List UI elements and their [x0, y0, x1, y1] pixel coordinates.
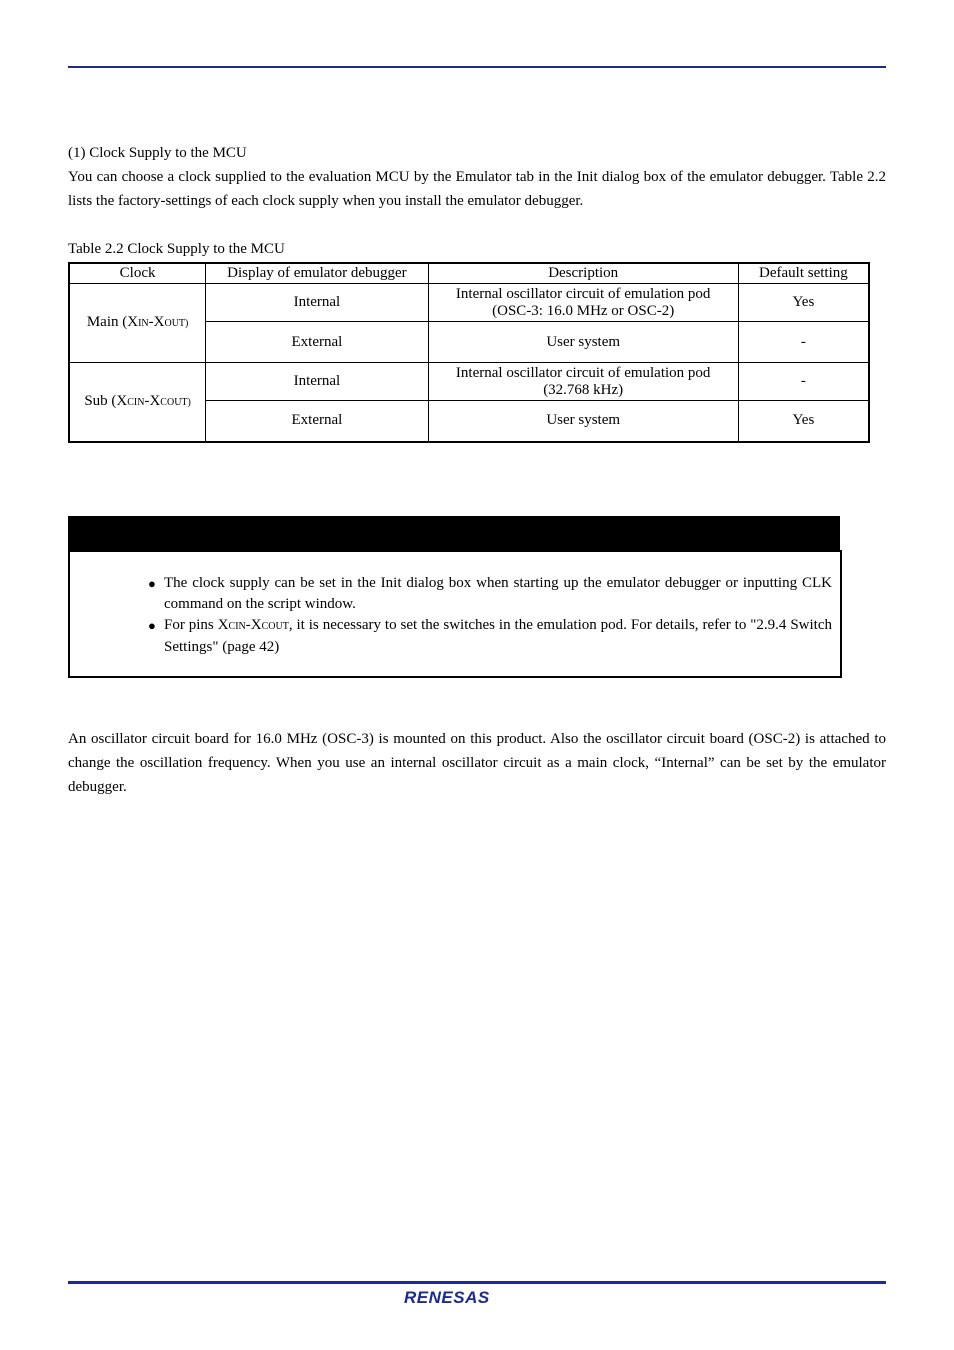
note-bullet-1: ● The clock supply can be set in the Init dialog box when starting up the emulator debugger or inputting CLK command on the script window. [148, 575, 832, 612]
header-clock: Clock [69, 263, 206, 284]
footer-rule [68, 1281, 886, 1284]
bullet-dot-icon: ● [148, 576, 156, 591]
note-bullet-2: ● For pins XCIN-XCOUT, it is necessary to set the switches in the emulation pod. For details, refer to "2.9.4 Switch Settings" (page 42) [148, 617, 832, 655]
display-cell: External [206, 401, 428, 442]
default-cell: - [738, 322, 869, 363]
table-row [69, 363, 869, 401]
table-header-row [69, 263, 869, 284]
main-clock-cell: Main (XIN-XOUT) [69, 284, 206, 363]
description-cell: User system [428, 401, 738, 442]
description-cell: Internal oscillator circuit of emulation pod (OSC-3: 16.0 MHz or OSC-2) [428, 284, 738, 322]
display-cell: Internal [206, 363, 428, 401]
description-cell: Internal oscillator circuit of emulation pod (32.768 kHz) [428, 363, 738, 401]
svg-text:RENESAS: RENESAS [404, 1288, 490, 1307]
renesas-logo [400, 1287, 512, 1307]
note-title-bar [68, 516, 840, 552]
header-display: Display of emulator debugger [206, 263, 428, 284]
section-heading: (1) Clock Supply to the MCU [68, 145, 247, 161]
header-description: Description [428, 263, 738, 284]
intro-paragraph: You can choose a clock supplied to the evaluation MCU by the Emulator tab in the Init dialog box of the emulator debugger. Table 2.2 lists the factory-settings of each clock supply when you install the emulator debugger. [68, 169, 886, 209]
default-cell: - [738, 363, 869, 401]
table-caption: Table 2.2 Clock Supply to the MCU [68, 241, 285, 257]
display-cell: Internal [206, 284, 428, 322]
oscillator-paragraph: An oscillator circuit board for 16.0 MHz (OSC-3) is mounted on this product. Also the oscillator circuit board (OSC-2) is attached to change the oscillation frequency. When you use an internal oscillator circuit as a main clock, “Internal” can be set by the emulator debugger. [68, 731, 886, 795]
default-cell: Yes [738, 401, 869, 442]
default-cell: Yes [738, 284, 869, 322]
header-default: Default setting [738, 263, 869, 284]
display-cell: External [206, 322, 428, 363]
table-row [69, 284, 869, 322]
bullet-dot-icon: ● [148, 618, 156, 633]
header-rule [68, 66, 886, 68]
clock-supply-table [68, 262, 870, 443]
description-cell: User system [428, 322, 738, 363]
sub-clock-cell: Sub (XCIN-XCOUT) [69, 363, 206, 442]
